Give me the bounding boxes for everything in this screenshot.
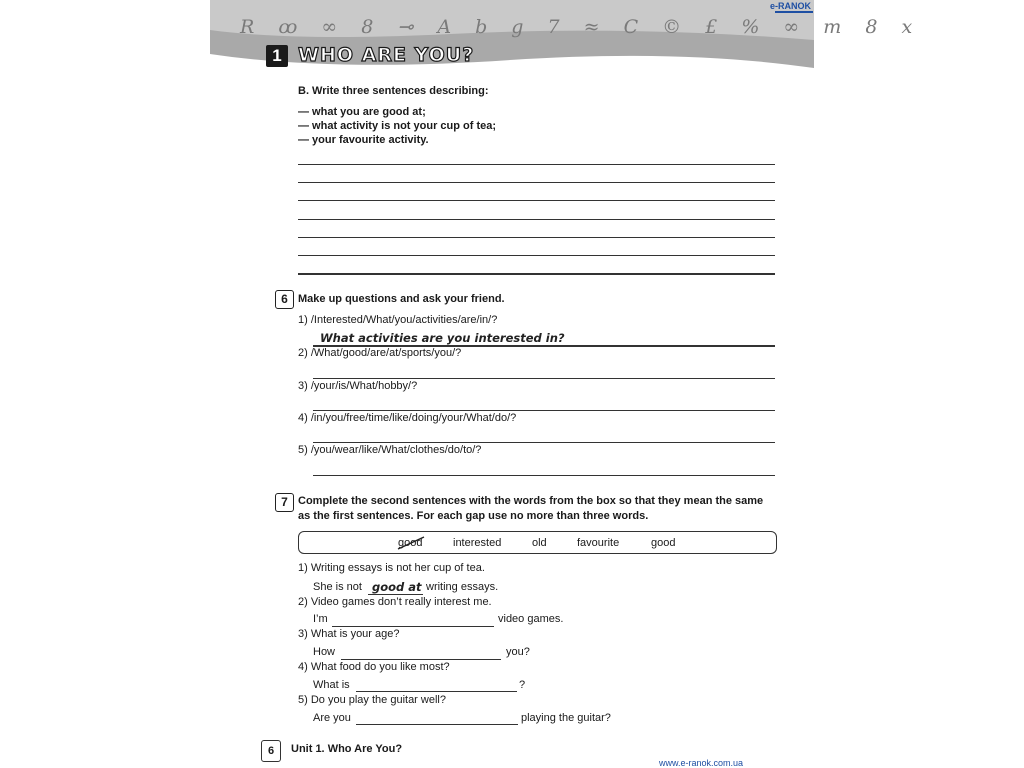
section-b-item: — your favourite activity. <box>298 134 429 146</box>
exercise-7-instruction: as the first sentences. For each gap use no more than three words. <box>298 510 649 522</box>
writing-line[interactable] <box>298 200 775 201</box>
ex6-answer: What activities are you interested in? <box>320 331 565 345</box>
publisher-logo: e-RANOK <box>770 1 812 11</box>
ex7-gap[interactable] <box>332 626 494 627</box>
word-box-word: interested <box>453 537 502 549</box>
ex6-answer-line[interactable] <box>313 410 775 411</box>
writing-line[interactable] <box>298 164 775 165</box>
ex6-answer-line[interactable] <box>313 475 775 476</box>
ex7-gap[interactable] <box>368 594 423 595</box>
section-b-item: — what you are good at; <box>298 106 426 118</box>
ex7-gap[interactable] <box>341 659 501 660</box>
word-box-word: favourite <box>577 537 620 549</box>
ex7-second-before: She is not <box>313 581 362 593</box>
unit-title: WHO ARE YOU? <box>298 44 475 66</box>
ex7-second-before: Are you <box>313 712 351 724</box>
logo-underline <box>775 11 813 13</box>
footer-unit-label <box>291 743 402 755</box>
ex7-second-before: What is <box>313 679 350 691</box>
ex6-answer-line[interactable] <box>313 442 775 443</box>
ex7-first-sentence: 3) What is your age? <box>298 628 400 640</box>
ex6-prompt: 1) /Interested/What/you/activities/are/in/? <box>298 314 498 326</box>
publisher-url-link[interactable]: www.e-ranok.com.ua <box>659 758 744 768</box>
ex7-first-sentence: 2) Video games don’t really interest me. <box>298 596 492 608</box>
ex6-prompt: 2) /What/good/are/at/sports/you/? <box>298 347 462 359</box>
ex6-answer-line[interactable] <box>313 378 775 379</box>
header-decoration: R ꝏ ∞ 8 ⊸ A b g 7 ≈ C © £ % ∞ m 8 x <box>240 16 922 38</box>
ex7-second-after: playing the guitar? <box>521 712 611 724</box>
ex6-prompt: 5) /you/wear/like/What/clothes/do/to/? <box>298 444 482 456</box>
exercise-6-instruction: Make up questions and ask your friend. <box>298 293 505 305</box>
writing-line[interactable] <box>298 255 775 256</box>
word-box-word: old <box>532 537 547 549</box>
ex7-first-sentence: 1) Writing essays is not her cup of tea. <box>298 562 485 574</box>
ex7-second-before: How <box>313 646 336 658</box>
ex7-second-after: you? <box>506 646 530 658</box>
ex6-prompt: 4) /in/you/free/time/like/doing/your/What/do/? <box>298 412 517 424</box>
footer-unit-prefix: Unit 1. <box>291 743 325 755</box>
ex7-second-after: writing essays. <box>426 581 499 593</box>
ex7-first-sentence: 5) Do you play the guitar well? <box>298 694 446 706</box>
writing-line[interactable] <box>298 219 775 220</box>
ex7-first-sentence: 4) What food do you like most? <box>298 661 450 673</box>
section-b-item: — what activity is not your cup of tea; <box>298 120 497 132</box>
strike-mark-icon <box>396 535 426 551</box>
ex7-gap[interactable] <box>356 724 518 725</box>
word-box-word-crossed: good <box>398 537 422 549</box>
ex7-answer: good at <box>372 580 422 594</box>
exercise-6-number: 6 <box>275 290 294 309</box>
ex7-second-after: video games. <box>498 613 564 625</box>
exercise-7-instruction: Complete the second sentences with the words from the box so that they mean the same <box>298 495 764 507</box>
exercise-7-number: 7 <box>275 493 294 512</box>
ex6-prompt: 3) /your/is/What/hobby/? <box>298 380 418 392</box>
page-number: 6 <box>261 740 281 762</box>
ex7-second-before: I’m <box>313 613 328 625</box>
ex7-gap[interactable] <box>356 691 517 692</box>
footer-unit-name: Who Are You? <box>327 743 403 755</box>
writing-line[interactable] <box>298 237 775 238</box>
unit-number-badge: 1 <box>266 45 288 67</box>
writing-line[interactable] <box>298 273 775 275</box>
ex7-second-after: ? <box>519 679 526 691</box>
writing-line[interactable] <box>298 182 775 183</box>
word-box-word: good <box>651 537 676 549</box>
section-b-heading: B. Write three sentences describing: <box>298 85 489 97</box>
